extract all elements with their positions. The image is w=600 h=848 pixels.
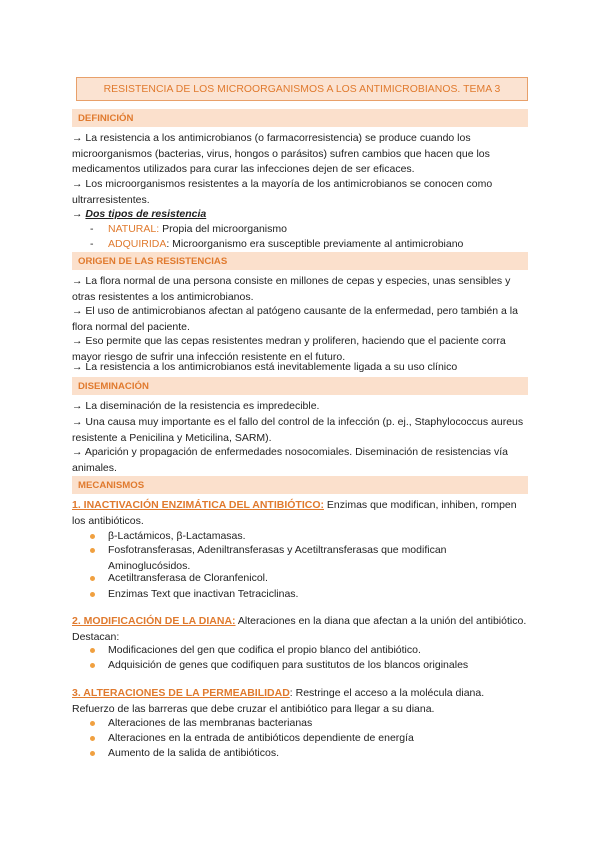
paragraph-text: → Una causa muy importante es el fallo del control de la infección (p. ej., Staphylococcus aureus resistente a Penicilina y Meticilina, SARM). [72, 416, 524, 444]
paragraph-text: → La diseminación de la resistencia es impredecible. [72, 400, 320, 412]
paragraph-text: → La resistencia a los antimicrobianos (o farmacorresistencia) se produce cuando los microorganismos (bacterias, virus, hongos o parásitos) sufren cambios que hacen que los medicamentos utilizados para curar las infecciones dejen de ser eficaces. [72, 132, 490, 175]
list-item [90, 587, 510, 603]
tipo-natural [90, 222, 287, 238]
section-title: DISEMINACIÓN [78, 380, 149, 392]
section-header-diseminacion [72, 377, 528, 395]
paragraph-text: → La resistencia a los antimicrobianos está inevitablemente ligada a su uso clínico [72, 361, 458, 373]
mecanismo-1-paragraph [72, 498, 528, 529]
adquirida-text: : Microorganismo era susceptible previamente al antimicrobiano [166, 238, 464, 250]
diseminacion-paragraph-2 [72, 415, 528, 446]
tipos-label: Dos tipos de resistencia [85, 208, 207, 220]
mecanismo-2-text: Alteraciones en la diana que afectan a la unión del antibiótico. Destacan: [72, 615, 527, 643]
diseminacion-paragraph-1 [72, 399, 528, 415]
dash-bullet-icon: - [90, 238, 94, 250]
mecanismo-1-title: 1. INACTIVACIÓN ENZIMÁTICA DEL ANTIBIÓTICO: [72, 499, 324, 511]
list-item [90, 543, 510, 574]
paragraph-text: → Los microorganismos resistentes a la mayoría de los antimicrobianos se conocen como ultrarresistentes. [72, 178, 493, 206]
origen-paragraph-2 [72, 304, 528, 335]
list-item [90, 746, 510, 762]
list-item-text: Adquisición de genes que codifiquen para sustitutos de los blancos originales [108, 659, 469, 671]
list-item-text: Alteraciones en la entrada de antibióticos dependiente de energía [108, 732, 414, 744]
section-title: MECANISMOS [78, 479, 145, 491]
natural-label: NATURAL: [108, 223, 160, 235]
tipos-resistencia-heading [72, 207, 528, 223]
list-item [90, 571, 510, 587]
natural-text: Propia del microorganismo [162, 223, 287, 235]
paragraph-text: → El uso de antimicrobianos afectan al patógeno causante de la enfermedad, pero también a la flora normal del paciente. [72, 305, 518, 333]
bullet-dot-icon [90, 534, 95, 539]
paragraph-text: → Eso permite que las cepas resistentes medran y proliferen, haciendo que el paciente corra mayor riesgo de sufrir una infección resistente en el futuro. [72, 335, 506, 363]
mecanismo-1-text: Enzimas que modifican, inhiben, rompen los antibióticos. [72, 499, 517, 527]
list-item [90, 716, 510, 732]
arrow-icon: → [72, 208, 83, 220]
section-title: ORIGEN DE LAS RESISTENCIAS [78, 255, 228, 267]
bullet-dot-icon [90, 721, 95, 726]
list-item-text: Fosfotransferasas, Adeniltransferasas y Acetiltransferasas que modifican Aminoglucósidos. [108, 544, 447, 572]
adquirida-label: ADQUIRIDA [108, 238, 167, 250]
diseminacion-paragraph-3 [72, 445, 528, 476]
bullet-dot-icon [90, 648, 95, 653]
section-header-definicion [72, 109, 528, 127]
section-title: DEFINICIÓN [78, 112, 134, 124]
paragraph-text: → La flora normal de una persona consiste en millones de cepas y especies, unas sensibles y otras resistentes a los antimicrobianos. [72, 275, 511, 303]
list-item [90, 731, 510, 747]
document-title: RESISTENCIA DE LOS MICROORGANISMOS A LOS ANTIMICROBIANOS. TEMA 3 [103, 83, 501, 95]
origen-paragraph-4 [72, 360, 528, 376]
bullet-dot-icon [90, 736, 95, 741]
bullet-dot-icon [90, 548, 95, 553]
dash-bullet-icon: - [90, 223, 94, 235]
list-item-text: Modificaciones del gen que codifica el propio blanco del antibiótico. [108, 644, 421, 656]
list-item [90, 643, 510, 659]
origen-paragraph-1 [72, 274, 528, 305]
mecanismo-3-title: 3. ALTERACIONES DE LA PERMEABILIDAD [72, 687, 290, 699]
document-title-box [76, 77, 528, 101]
bullet-dot-icon [90, 663, 95, 668]
list-item [90, 658, 510, 674]
mecanismo-2-paragraph [72, 614, 528, 645]
bullet-dot-icon [90, 576, 95, 581]
list-item-text: Enzimas Text que inactivan Tetraciclinas. [108, 588, 299, 600]
mecanismo-2-title: 2. MODIFICACIÓN DE LA DIANA: [72, 615, 236, 627]
bullet-dot-icon [90, 592, 95, 597]
tipo-adquirida [90, 237, 463, 253]
bullet-dot-icon [90, 751, 95, 756]
section-header-origen [72, 252, 528, 270]
mecanismo-3-paragraph [72, 686, 528, 717]
list-item-text: Alteraciones de las membranas bacterianas [108, 717, 313, 729]
list-item-text: Acetiltransferasa de Cloranfenicol. [108, 572, 268, 584]
list-item-text: Aumento de la salida de antibióticos. [108, 747, 280, 759]
definicion-paragraph-2 [72, 177, 528, 208]
definicion-paragraph-1 [72, 131, 528, 178]
list-item-text: β-Lactámicos, β-Lactamasas. [108, 530, 246, 542]
mecanismo-3-text: : Restringe el acceso a la molécula diana. Refuerzo de las barreras que debe cruzar el antibiótico para llegar a su diana. [72, 687, 485, 715]
paragraph-text: → Aparición y propagación de enfermedades nosocomiales. Diseminación de resistencias vía animales. [72, 446, 508, 474]
section-header-mecanismos [72, 476, 528, 494]
